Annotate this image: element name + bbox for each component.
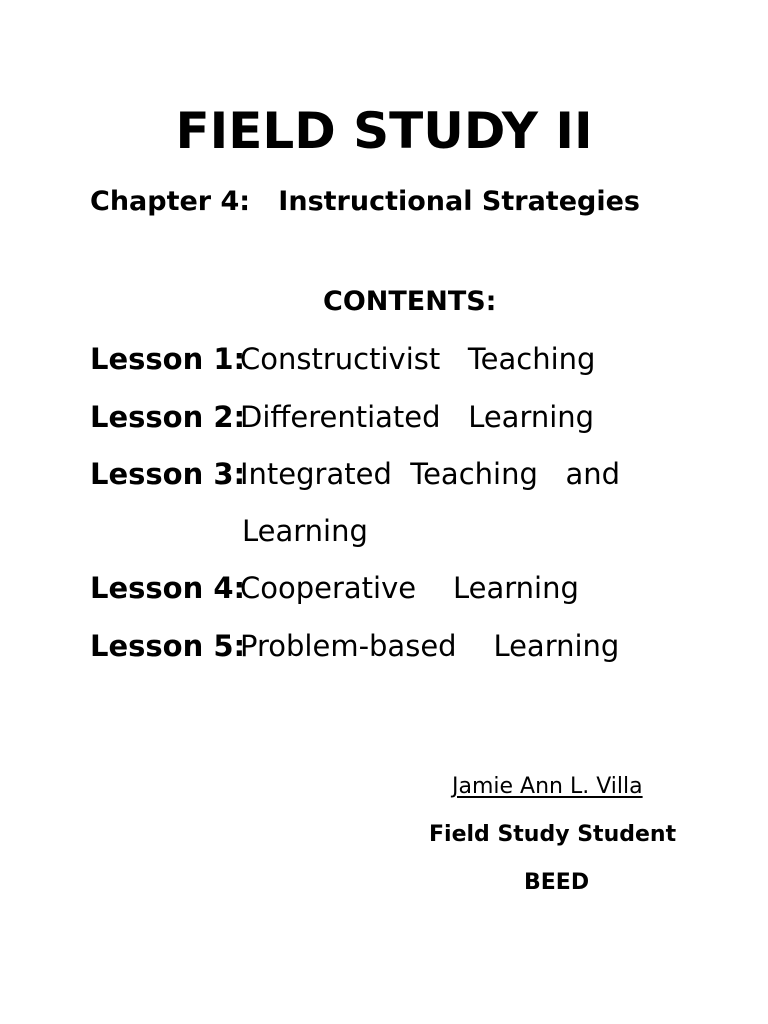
lesson-item-2 [90, 400, 594, 434]
lesson-label: Lesson 3: [90, 457, 246, 491]
signature-name: Jamie Ann L. Villa [452, 774, 643, 799]
lesson-title: Differentiated Learning [240, 400, 595, 434]
lesson-item-5 [90, 629, 619, 663]
lesson-title: Cooperative Learning [240, 571, 579, 605]
signature-course: BEED [524, 870, 590, 895]
lesson-label: Lesson 2: [90, 400, 246, 434]
signature-role: Field Study Student [429, 822, 677, 847]
document-title: FIELD STUDY II [175, 102, 593, 160]
lesson-title: Constructivist Teaching [240, 342, 596, 376]
contents-heading: CONTENTS: [323, 286, 497, 317]
chapter-heading: Chapter 4: Instructional Strategies [90, 186, 640, 217]
lesson-item-3 [90, 457, 620, 491]
lesson-item-4 [90, 571, 579, 605]
lesson-label: Lesson 5: [90, 629, 246, 663]
lesson-title-continuation: Learning [242, 514, 368, 548]
lesson-label: Lesson 4: [90, 571, 246, 605]
lesson-item-1 [90, 342, 595, 376]
lesson-title: Integrated Teaching and [240, 457, 621, 491]
lesson-label: Lesson 1: [90, 342, 246, 376]
lesson-title: Problem-based Learning [240, 629, 620, 663]
